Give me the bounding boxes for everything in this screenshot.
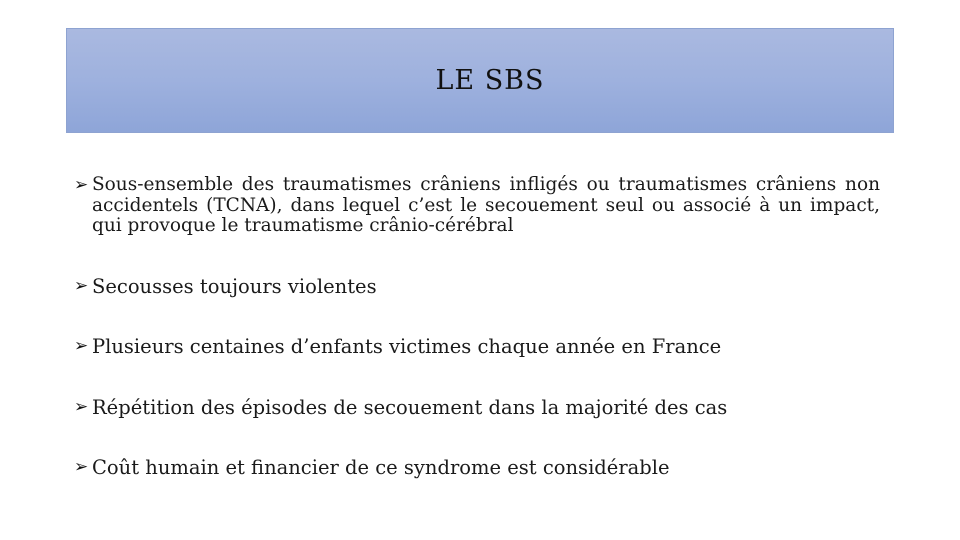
bullet-item [74,276,377,297]
bullet-item [74,336,721,357]
arrow-bullet-icon: ➢ [74,457,89,477]
bullet-text: Secousses toujours violentes [92,275,377,298]
bullet-item [74,457,670,478]
bullet-text: Coût humain et financier de ce syndrome est considérable [92,456,670,479]
arrow-bullet-icon: ➢ [74,336,89,356]
arrow-bullet-icon: ➢ [74,397,89,417]
bullet-item [74,175,880,237]
bullet-text: Plusieurs centaines d’enfants victimes chaque année en France [92,335,722,358]
bullet-text: Sous-ensemble des traumatismes crâniens infligés ou traumatismes crâniens non accidentels (TCNA), dans lequel c’est le secouement seul ou associé à un impact, qui provoque le traumatisme crânio-cérébral [92,174,880,236]
arrow-bullet-icon: ➢ [74,175,89,195]
bullet-text: Répétition des épisodes de secouement dans la majorité des cas [92,396,728,419]
bullet-item [74,397,727,418]
slide-title: LE SBS [435,65,545,96]
title-banner [66,28,894,133]
arrow-bullet-icon: ➢ [74,276,89,296]
